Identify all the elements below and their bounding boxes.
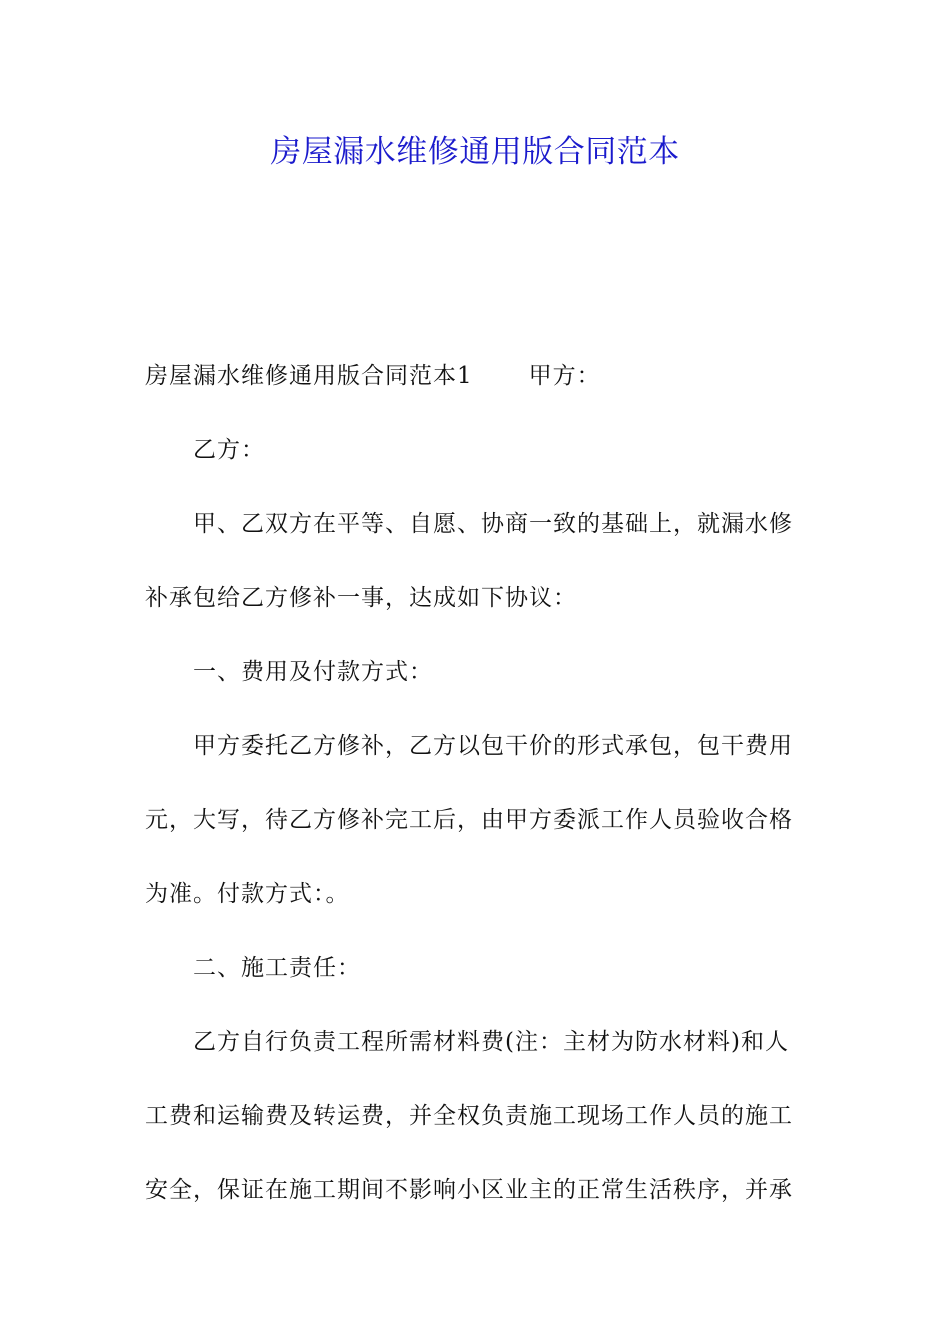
- party-a-label: 甲方：: [528, 363, 601, 389]
- clause-heading: 二、施工责任：: [193, 955, 361, 981]
- section-heading: 房屋漏水维修通用版合同范本1: [145, 363, 473, 389]
- clause-heading: 一、费用及付款方式：: [193, 659, 433, 685]
- text-line: 补承包给乙方修补一事，达成如下协议：: [145, 585, 577, 611]
- document-body: [145, 339, 810, 1227]
- text-line: 为准。付款方式：。: [145, 881, 350, 907]
- text-line: 乙方自行负责工程所需材料费(注：主材为防水材料)和人: [193, 1029, 789, 1055]
- text-line: 甲方委托乙方修补，乙方以包干价的形式承包，包干费用: [193, 733, 793, 759]
- party-b-label: 乙方：: [193, 437, 265, 463]
- document-title: 房屋漏水维修通用版合同范本: [270, 134, 680, 170]
- text-line: 安全，保证在施工期间不影响小区业主的正常生活秩序，并承: [145, 1177, 793, 1203]
- text-line: 甲、乙双方在平等、自愿、协商一致的基础上，就漏水修: [193, 511, 793, 537]
- text-line: 工费和运输费及转运费，并全权负责施工现场工作人员的施工: [145, 1103, 793, 1129]
- text-line: 元，大写，待乙方修补完工后，由甲方委派工作人员验收合格: [145, 807, 793, 833]
- text-line: [145, 339, 810, 413]
